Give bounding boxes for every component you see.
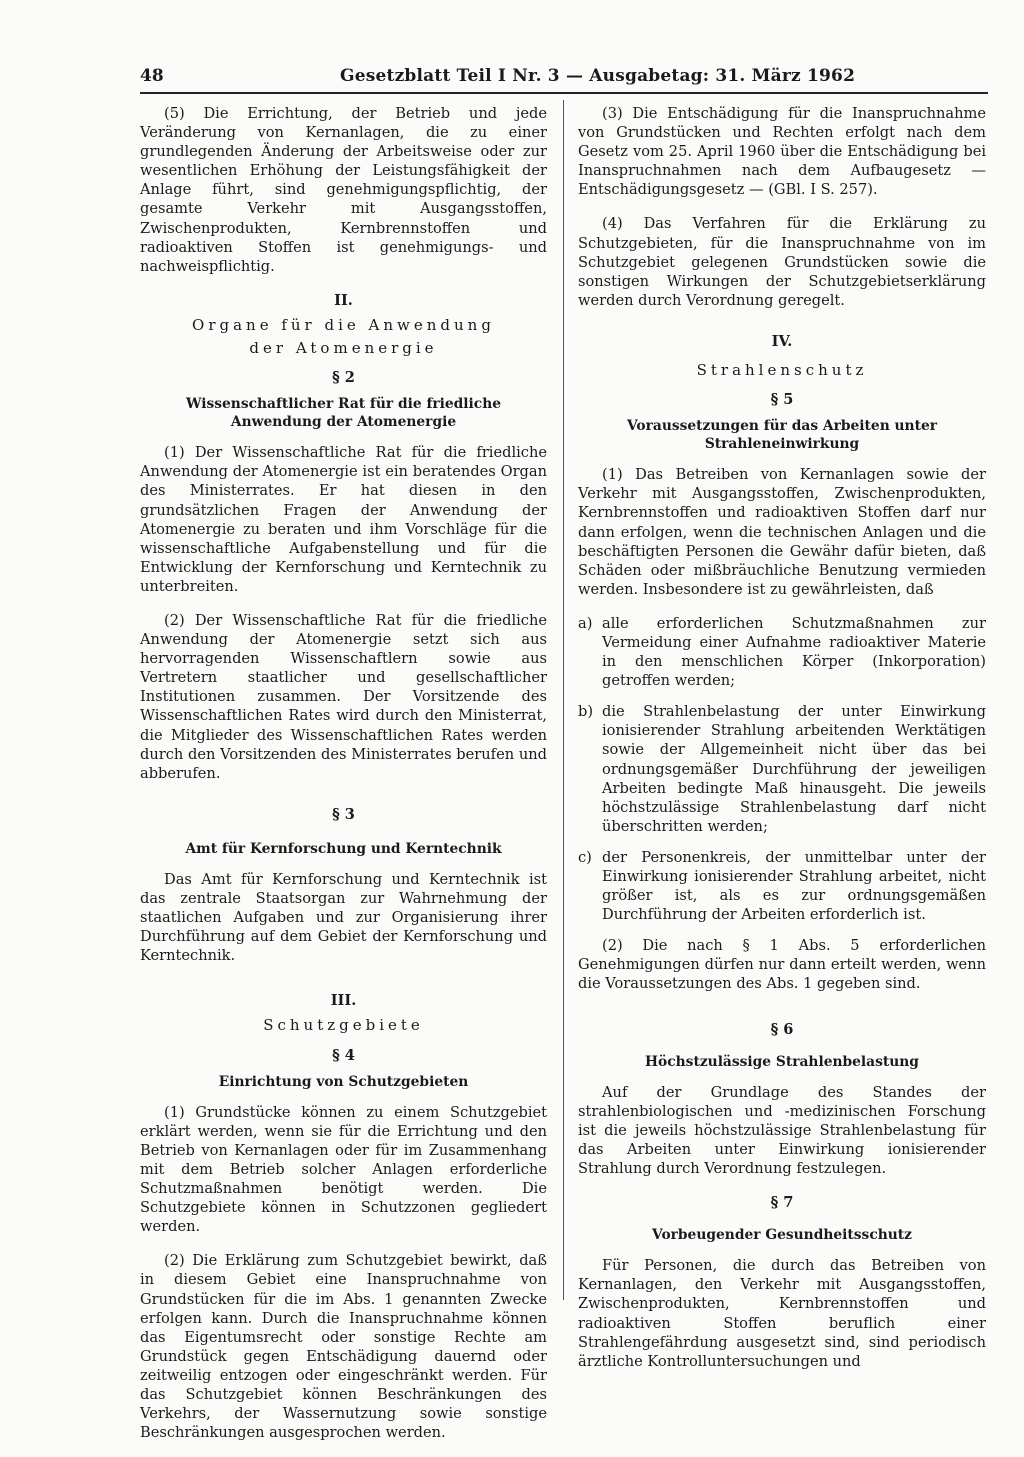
paragraph: (1) Das Betreiben von Kernanlagen sowie der Verkehr mit Ausgangsstoffen, Zwischenprodukten, Kernbrennstoffen und radioaktiven Stoffen darf nur dann erfolgen, wenn die technischen Anlagen und die beschäftigten Personen die Gewähr dafür bieten, daß Schäden oder mißbräuchliche Benutzung vermieden werden. Insbesondere ist zu gewährleisten, daß [578, 466, 986, 598]
paragraph-number: § 6 [770, 1020, 794, 1038]
paragraph: (2) Der Wissenschaftliche Rat für die friedliche Anwendung der Atomenergie setzt sich aus hervorragenden Wissenschaftlern sowie aus Vertretern staatlicher und gesellschaftlicher Institutionen zusammen. Der Vorsitzende des Wissenschaftlichen Rates wird durch den Ministerrat, die Mitglieder des Wissenschaftlichen Rates werden durch den Vorsitzenden des Ministerrates berufen und abberufen. [140, 611, 547, 782]
paragraph: (4) Das Verfahren für die Erklärung zu Schutzgebieten, für die Inanspruchnahme von im Schutzgebiet gelegenen Grundstücken sowie die sonstigen Wirkungen der Schutzgebietserklärung werden durch Verordnung geregelt. [578, 215, 986, 309]
list-item-text: alle erforderlichen Schutzmaßnahmen zur Vermeidung einer Aufnahme radioaktiver Materie in den menschlichen Körper (Inkorporation) getroffen werden; [602, 614, 986, 690]
paragraph: Das Amt für Kernforschung und Kerntechnik ist das zentrale Staatsorgan zur Wahrnehmung der staatlichen Aufgaben und zur Organisierung ihrer Durchführung auf dem Gebiet der Kernforschung und Kerntechnik. [140, 870, 547, 965]
paragraph-number: § 7 [770, 1194, 794, 1212]
list-item-label: b) [578, 703, 594, 721]
paragraph-title: Wissenschaftlicher Rat für die friedliche Anwendung der Atomenergie [185, 396, 502, 431]
list-item [578, 848, 986, 924]
page-title: Gesetzblatt Teil I Nr. 3 — Ausgabetag: 31. März 1962 [340, 66, 856, 86]
paragraph: (2) Die Erklärung zum Schutzgebiet bewirkt, daß in diesem Gebiet eine Inanspruchnahme von Grundstücken für die im Abs. 1 genannten Zwecke erfolgen kann. Durch die Inanspruchnahme können das Eigentumsrecht oder sonstige Rechte am Grundstück gegen Entschädigung dauernd oder zeitweilig entzogen oder eingeschränkt werden. Für das Schutzgebiet können Beschränkungen des Verkehrs, der Wassernutzung sowie sonstige Beschränkungen ausgesprochen werden. [140, 1252, 547, 1442]
paragraph-number: § 4 [332, 1046, 355, 1064]
paragraph: Für Personen, die durch das Betreiben von Kernanlagen, den Verkehr mit Ausgangsstoffen, Zwischenprodukten, Kernbrennstoffen und radioaktiven Stoffen beruflich einer Strahlengefährdung ausgesetzt sind, sind periodisch ärztliche Kontrolluntersuchungen und [578, 1257, 986, 1370]
paragraph-title: Voraussetzungen für das Arbeiten unter Strahleneinwirkung [626, 418, 938, 453]
right-column [578, 104, 986, 1386]
section-title: Schutzgebiete [263, 1016, 424, 1035]
list-item-label: a) [578, 614, 593, 632]
paragraph-title: Amt für Kernforschung und Kerntechnik [185, 840, 502, 857]
list-item [578, 702, 986, 836]
paragraph-title: Vorbeugender Gesundheitsschutz [652, 1227, 912, 1244]
header-rule [140, 92, 988, 94]
paragraph: (5) Die Errichtung, der Betrieb und jede Veränderung von Kernanlagen, die zu einer grundlegenden Änderung der Arbeitsweise oder zur wesentlichen Erhöhung der Leistungsfähigkeit der Anlage führt, sind genehmigungspflichtig, der gesamte Verkehr mit Ausgangsstoffen, Zwischenprodukten, Kernbrennstoffen und radioaktiven Stoffen ist genehmigungs- und nachweispflichtig. [140, 105, 547, 275]
paragraph: (1) Grundstücke können zu einem Schutzgebiet erklärt werden, wenn sie für die Errichtung und den Betrieb von Kernanlagen oder für im Zusammenhang mit dem Betrieb solcher Anlagen erforderliche Schutzmaßnahmen benötigt werden. Die Schutzgebiete können in Schutzzonen gegliedert werden. [140, 1103, 547, 1236]
section-number: II. [334, 291, 353, 309]
paragraph-number: § 3 [332, 805, 355, 823]
paragraph-title: Höchstzulässige Strahlenbelastung [645, 1053, 919, 1070]
paragraph-number: § 2 [332, 369, 355, 387]
paragraph-number: § 5 [770, 391, 794, 409]
paragraph-title: Einrichtung von Schutzgebieten [218, 1073, 469, 1090]
list-item-text: der Personenkreis, der unmittelbar unter der Einwirkung ionisierender Strahlung arbeitet, nicht größer ist, als es zur ordnungsgemäßen Durchführung der Arbeiten erforderlich ist. [602, 848, 986, 924]
list-item [578, 614, 986, 690]
section-number: III. [330, 992, 357, 1010]
page-header [140, 66, 990, 88]
section-title: Strahlenschutz [696, 361, 868, 380]
section-title: der Atomenergie [249, 339, 438, 358]
list-item-label: c) [578, 848, 592, 866]
section-title: Organe für die Anwendung [192, 315, 495, 334]
paragraph: (3) Die Entschädigung für die Inanspruchnahme von Grundstücken und Rechten erfolgt nach dem Gesetz vom 25. April 1960 über die Entschädigung bei Inanspruchnahmen nach dem Aufbaugesetz — Entschädigungsgesetz — (GBl. I S. 257). [578, 105, 986, 199]
page-number: 48 [140, 66, 164, 86]
section-number: IV. [771, 332, 793, 350]
column-divider [563, 100, 564, 1300]
paragraph: (1) Der Wissenschaftliche Rat für die friedliche Anwendung der Atomenergie ist ein beratendes Organ des Ministerrates. Er hat diesen in den grundsätzlichen Fragen der Anwendung der Atomenergie zu beraten und ihm Vorschläge für die wissenschaftliche Aufgabenstellung und für die Entwicklung der Kernforschung und Kerntechnik zu unterbreiten. [140, 444, 547, 595]
paragraph: (2) Die nach § 1 Abs. 5 erforderlichen Genehmigungen dürfen nur dann erteilt werden, wenn die Voraussetzungen des Abs. 1 gegeben sind. [578, 937, 986, 993]
paragraph: Auf der Grundlage des Standes der strahlenbiologischen und -medizinischen Forschung ist die jeweils höchstzulässige Strahlenbelastung für das Arbeiten unter Einwirkung ionisierender Strahlung durch Verordnung festzulegen. [578, 1083, 986, 1178]
left-column [140, 104, 547, 1457]
list-item-text: die Strahlenbelastung der unter Einwirkung ionisierender Strahlung arbeitenden Werktätigen sowie der Allgemeinheit nicht über das bei ordnungsgemäßer Durchführung der jeweiligen Arbeiten bedingte Maß hinausgeht. Die jeweils höchstzulässige Strahlenbelastung darf nicht überschritten werden; [602, 703, 986, 835]
